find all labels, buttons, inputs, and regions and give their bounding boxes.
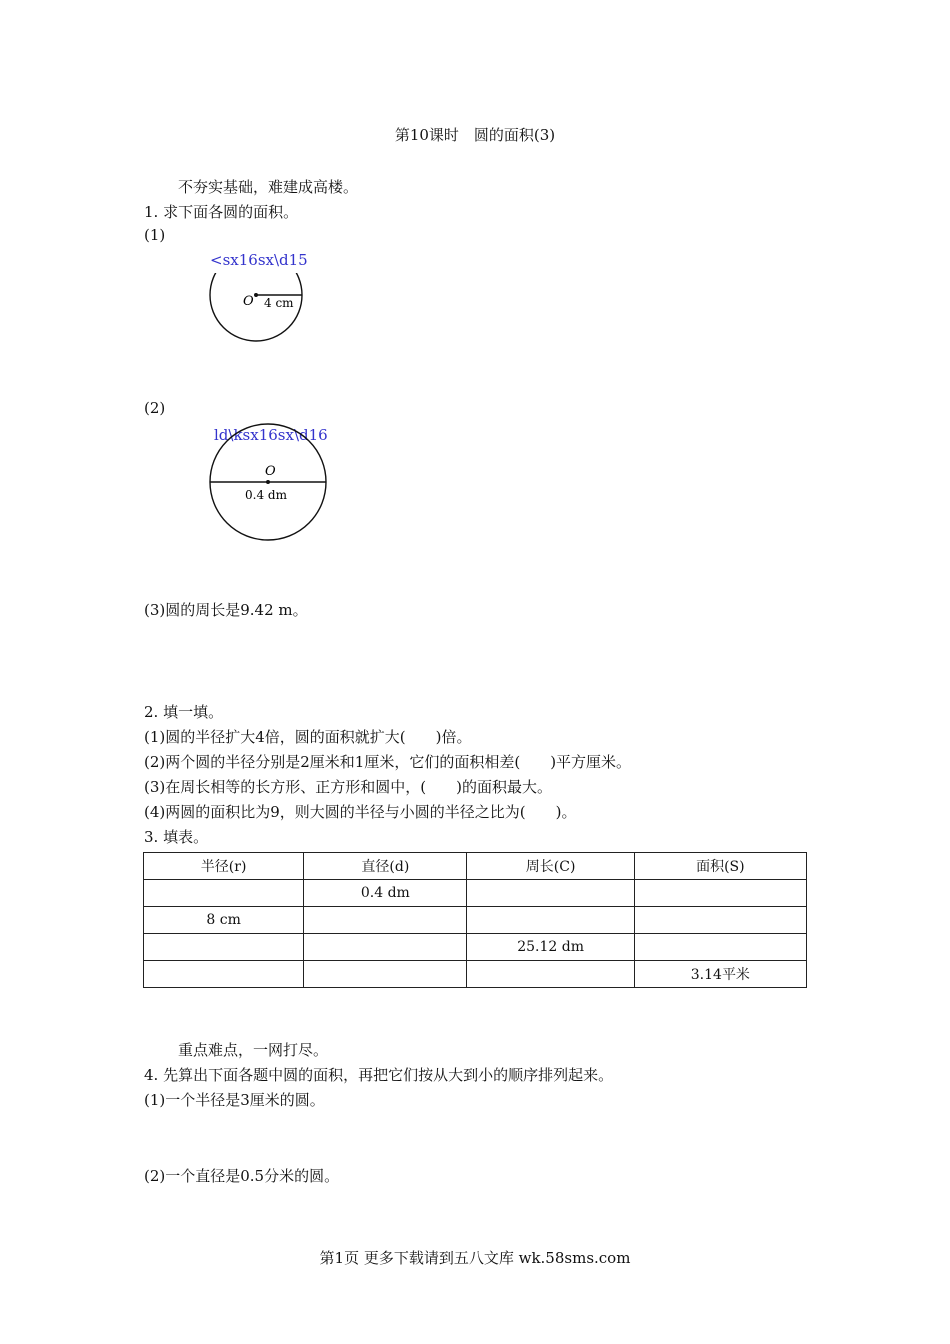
table-row (144, 880, 807, 907)
table-cell: 8 cm (144, 907, 304, 934)
figure-1-circle-diagram (205, 273, 309, 347)
question-1-text: 1. 求下面各圆的面积。 (144, 203, 299, 221)
page-title: 第10课时 圆的面积(3) (394, 126, 556, 144)
table-cell (634, 880, 806, 907)
table-cell (304, 961, 467, 988)
figure-1-code: <sx16sx\d15 (210, 251, 308, 269)
radius-label: 4 cm (264, 296, 294, 310)
question-2-item-4: (4)两圆的面积比为9，则大圆的半径与小圆的半径之比为( )。 (144, 803, 577, 821)
question-2-text: 2. 填一填。 (144, 703, 224, 721)
header-radius: 半径(r) (144, 853, 304, 880)
table-cell (304, 934, 467, 961)
question-1-part-2-label: (2) (144, 399, 166, 417)
question-2-item-2: (2)两个圆的半径分别是2厘米和1厘米，它们的面积相差( )平方厘米。 (144, 753, 632, 771)
table-row (144, 961, 807, 988)
question-2-item-1: (1)圆的半径扩大4倍，圆的面积就扩大( )倍。 (144, 728, 472, 746)
table-cell (144, 880, 304, 907)
header-area: 面积(S) (634, 853, 806, 880)
question-3-text: 3. 填表。 (144, 828, 209, 846)
question-4-text: 4. 先算出下面各题中圆的面积，再把它们按从大到小的顺序排列起来。 (144, 1066, 614, 1084)
table-cell (304, 907, 467, 934)
table-cell (467, 907, 634, 934)
question-2-item-3: (3)在周长相等的长方形、正方形和圆中，( )的面积最大。 (144, 778, 552, 796)
page-footer: 第1页 更多下载请到五八文库 wk.58sms.com (319, 1249, 631, 1267)
table-row (144, 934, 807, 961)
table-header-row (144, 853, 807, 880)
section-heading-key-points: 重点难点，一网打尽。 (178, 1041, 329, 1059)
center-label: O (265, 464, 276, 479)
table-row (144, 907, 807, 934)
question-1-part-1-label: (1) (144, 226, 166, 244)
table-cell: 3.14平米 (634, 961, 806, 988)
table-cell (467, 880, 634, 907)
table-cell: 25.12 dm (467, 934, 634, 961)
header-circumference: 周长(C) (467, 853, 634, 880)
circle-measurements-table (143, 852, 807, 988)
question-4-item-1: (1)一个半径是3厘米的圆。 (144, 1091, 325, 1109)
section-heading-basics: 不夯实基础，难建成高楼。 (178, 178, 359, 196)
figure-2-code: ld\ksx16sx\d16 (214, 426, 328, 444)
header-diameter: 直径(d) (304, 853, 467, 880)
question-4-item-2: (2)一个直径是0.5分米的圆。 (144, 1167, 340, 1185)
diameter-label: 0.4 dm (245, 488, 287, 502)
center-label: O (243, 294, 254, 309)
table-cell (467, 961, 634, 988)
center-point (254, 293, 258, 297)
center-point (266, 480, 270, 484)
table-cell (144, 961, 304, 988)
question-1-part-3: (3)圆的周长是9.42 m。 (144, 601, 308, 619)
table-cell (634, 907, 806, 934)
table-cell: 0.4 dm (304, 880, 467, 907)
table-cell (144, 934, 304, 961)
figure-2-circle-diagram (205, 422, 333, 546)
table-cell (634, 934, 806, 961)
